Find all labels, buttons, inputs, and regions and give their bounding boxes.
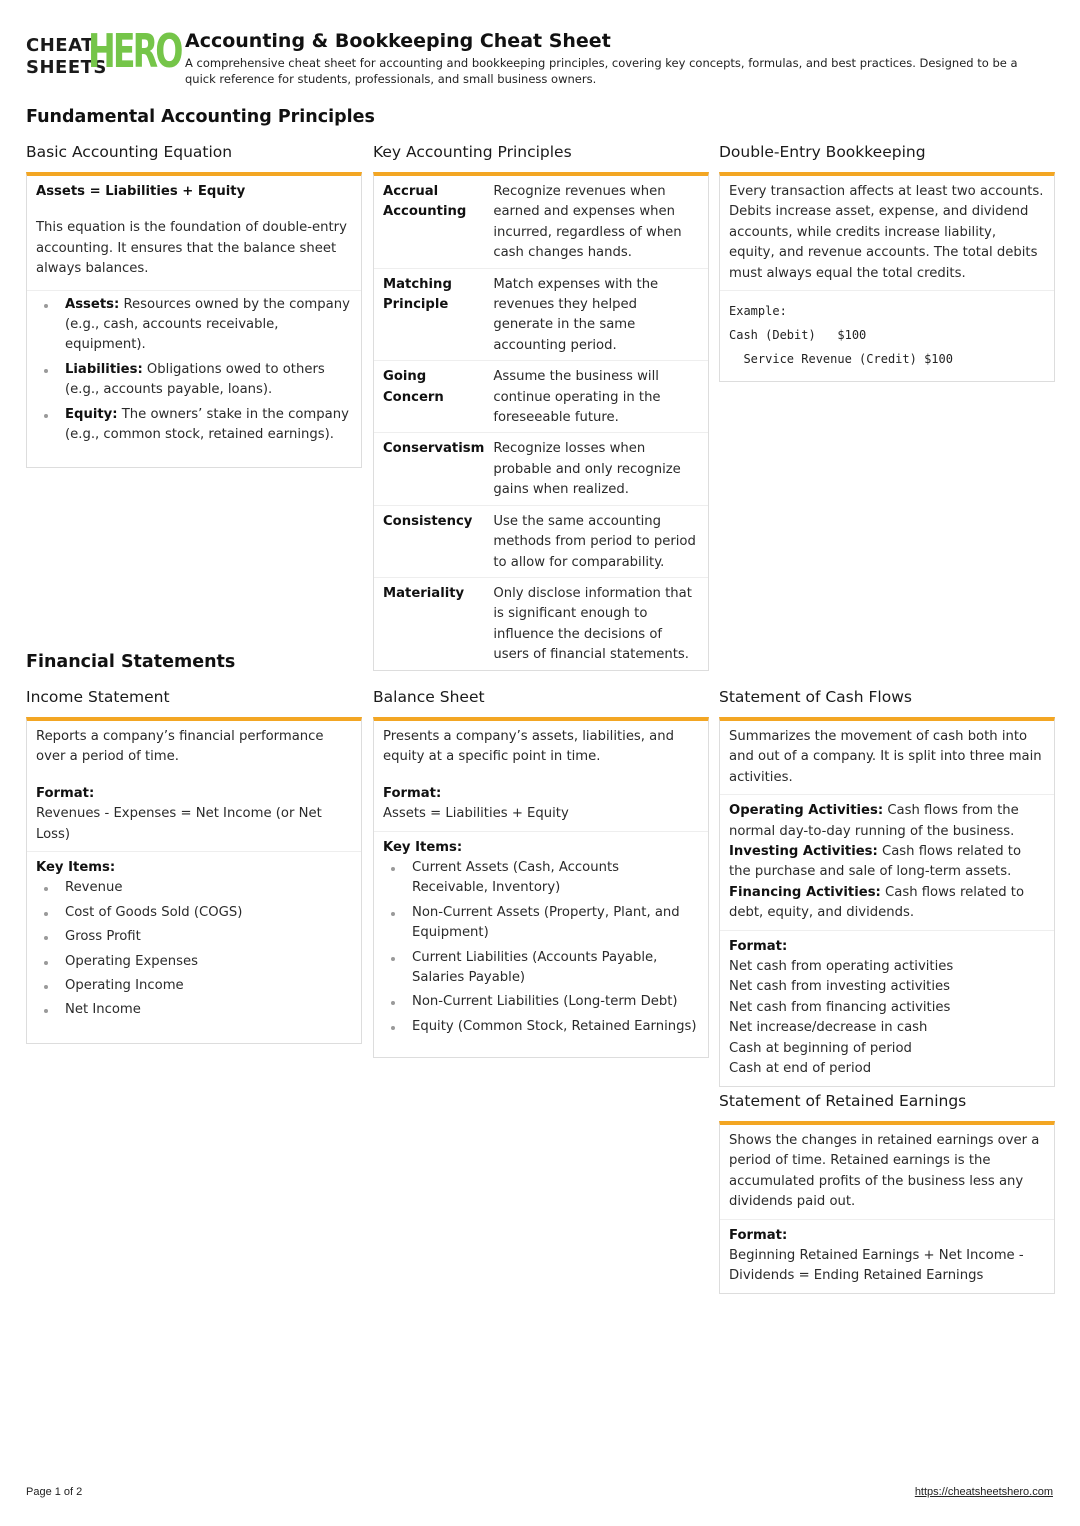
activity-item	[729, 842, 1045, 883]
list-item	[36, 405, 352, 446]
double-entry-text: Every transaction affects at least two accounts. Debits increase asset, expense, and dividend accounts, while credits increase liability, equity, and revenue accounts. The total debits must always equal the total credits.	[720, 176, 1054, 291]
cheatsheetshero-logo[interactable]	[26, 24, 181, 80]
page-description: A comprehensive cheat sheet for accounting and bookkeeping principles, covering key concepts, formulas, and best practices. Designed to be a quick reference for students, professionals, and small business owners.	[185, 56, 1018, 86]
equation-terms-block	[27, 291, 361, 468]
site-link[interactable]: https://cheatsheetshero.com	[914, 1486, 1053, 1498]
code-line: Cash (Debit) $100	[729, 328, 867, 343]
retained-format: Beginning Retained Earnings + Net Income - Dividends = Ending Retained Earnings	[729, 1248, 1024, 1284]
card-balance-sheet	[373, 687, 709, 1058]
card-body	[26, 717, 362, 1044]
card-cash-flows	[719, 687, 1055, 1087]
principle-desc: Recognize losses when probable and only recognize gains when realized.	[493, 433, 708, 505]
balance-intro: Presents a company’s assets, liabilities, and equity at a specific point in time.	[383, 729, 674, 765]
card-body	[373, 172, 709, 671]
list-item: Current Liabilities (Accounts Payable, Salaries Payable)	[383, 948, 699, 989]
card-title: Basic Accounting Equation	[26, 143, 233, 161]
format-line: Net cash from investing activities	[729, 979, 950, 995]
card-retained-earnings	[719, 1091, 1055, 1294]
card-title: Key Accounting Principles	[373, 143, 572, 161]
activity-item	[729, 883, 1045, 924]
cash-flows-intro: Summarizes the movement of cash both into and out of a company. It is split into three main activities.	[720, 721, 1054, 795]
code-example	[720, 291, 1054, 381]
principle-name: Going Concern	[374, 361, 493, 433]
table-row	[374, 505, 708, 577]
key-items-label: Key Items:	[36, 860, 116, 876]
table-row	[374, 361, 708, 433]
activity-text: Cash flows from the normal day-to-day running of the business.	[729, 803, 1019, 839]
code-line: Service Revenue (Credit) $100	[729, 352, 953, 367]
format-line: Net cash from financing activities	[729, 999, 951, 1015]
activity-label: Operating Activities:	[729, 803, 884, 819]
principle-name: Matching Principle	[374, 268, 493, 361]
format-label: Format:	[729, 938, 788, 954]
list-item: Current Assets (Cash, Accounts Receivable, Inventory)	[383, 858, 699, 899]
logo-text-hero: HERO	[88, 24, 181, 78]
activity-label: Financing Activities:	[729, 884, 881, 900]
format-line: Cash at beginning of period	[729, 1040, 912, 1056]
format-label: Format:	[36, 785, 95, 801]
principle-desc: Recognize revenues when earned and expenses when incurred, regardless of when cash changes hands.	[493, 176, 708, 268]
list-item: Non-Current Liabilities (Long-term Debt)	[383, 992, 699, 1012]
term-label: Liabilities:	[65, 361, 143, 377]
list-item: Operating Income	[36, 976, 352, 996]
equation-terms-list	[36, 295, 352, 446]
list-item: Non-Current Assets (Property, Plant, and Equipment)	[383, 903, 699, 944]
section-title-statements: Financial Statements	[26, 652, 236, 672]
activity-item	[729, 801, 1045, 842]
equation-block	[27, 176, 361, 291]
principle-desc: Only disclose information that is significant enough to influence the decisions of users of financial statements.	[493, 585, 692, 663]
card-title: Statement of Retained Earnings	[719, 1092, 967, 1110]
balance-intro-block	[374, 721, 708, 832]
table-row	[374, 268, 708, 361]
card-body	[719, 172, 1055, 382]
section-title-fundamentals: Fundamental Accounting Principles	[26, 107, 375, 127]
list-item: Net Income	[36, 1000, 352, 1020]
card-double-entry	[719, 142, 1055, 382]
card-income-statement	[26, 687, 362, 1044]
term-label: Assets:	[65, 296, 120, 312]
principle-name: Consistency	[374, 505, 493, 577]
card-key-principles	[373, 142, 709, 671]
list-item	[36, 295, 352, 356]
card-title: Statement of Cash Flows	[719, 688, 912, 706]
card-title: Income Statement	[26, 688, 170, 706]
code-line: Example:	[729, 304, 787, 319]
principle-name: Conservatism	[374, 433, 493, 505]
income-format: Revenues - Expenses = Net Income (or Net Loss)	[36, 806, 322, 842]
cash-flows-format	[720, 931, 1054, 1086]
code-example-block	[720, 291, 1054, 381]
balance-format: Assets = Liabilities + Equity	[383, 806, 569, 822]
format-line: Cash at end of period	[729, 1061, 872, 1077]
activity-text: Cash flows related to debt, equity, and dividends.	[729, 884, 1025, 921]
list-item: Revenue	[36, 878, 352, 898]
retained-format-block	[720, 1220, 1054, 1293]
logo-text-sheets: SHEETS	[26, 57, 107, 78]
income-intro: Reports a company’s financial performance over a period of time.	[36, 729, 324, 765]
list-item: Operating Expenses	[36, 952, 352, 972]
list-item: Cost of Goods Sold (COGS)	[36, 903, 352, 923]
format-label: Format:	[729, 1227, 788, 1243]
principle-desc: Use the same accounting methods from period to period to allow for comparability.	[493, 505, 708, 577]
page-number: Page 1 of 2	[26, 1486, 83, 1498]
format-line: Net increase/decrease in cash	[729, 1020, 928, 1036]
principle-name: Accrual Accounting	[374, 176, 493, 268]
principle-desc: Assume the business will continue operating in the foreseeable future.	[493, 361, 708, 433]
income-intro-block	[27, 721, 361, 852]
equation-explanation: This equation is the foundation of double-entry accounting. It ensures that the balance sheet always balances.	[36, 220, 347, 277]
activity-label: Investing Activities:	[729, 844, 878, 860]
card-basic-equation	[26, 142, 362, 468]
page-header	[26, 24, 1056, 90]
income-key-items	[36, 878, 352, 1020]
term-text: Resources owned by the company (e.g., cash, accounts receivable, equipment).	[65, 296, 350, 353]
table-row	[374, 176, 708, 268]
retained-intro: Shows the changes in retained earnings over a period of time. Retained earnings is the accumulated profits of the business less any dividends paid out.	[720, 1125, 1054, 1220]
list-item: Gross Profit	[36, 927, 352, 947]
page-title: Accounting & Bookkeeping Cheat Sheet	[185, 30, 611, 52]
term-text: The owners’ stake in the company (e.g., common stock, retained earnings).	[65, 406, 349, 443]
activity-text: Cash flows related to the purchase and sale of long-term assets.	[729, 844, 1022, 880]
card-body	[26, 172, 362, 468]
equation-text: Assets = Liabilities + Equity	[36, 184, 246, 199]
term-label: Equity:	[65, 406, 118, 422]
card-body	[373, 717, 709, 1058]
card-title: Balance Sheet	[373, 688, 485, 706]
list-item	[36, 360, 352, 401]
principle-desc: Match expenses with the revenues they helped generate in the same accounting period.	[493, 268, 708, 361]
balance-key-items	[383, 858, 699, 1037]
table-row	[374, 433, 708, 505]
key-items-label: Key Items:	[383, 839, 463, 855]
principle-name: Materiality	[383, 585, 465, 601]
card-title: Double-Entry Bookkeeping	[719, 143, 926, 161]
term-text: Obligations owed to others (e.g., accounts payable, loans).	[65, 361, 325, 398]
income-key-items-block	[27, 852, 361, 1043]
card-body	[719, 1121, 1055, 1294]
table-row	[374, 577, 708, 669]
card-body	[719, 717, 1055, 1087]
cash-flows-activities	[720, 795, 1054, 930]
principles-table	[374, 176, 708, 670]
balance-key-items-block	[374, 832, 708, 1058]
list-item: Equity (Common Stock, Retained Earnings)	[383, 1017, 699, 1037]
logo-text-cheat: CHEAT	[26, 35, 94, 56]
format-line: Net cash from operating activities	[729, 959, 954, 975]
format-label: Format:	[383, 785, 442, 801]
